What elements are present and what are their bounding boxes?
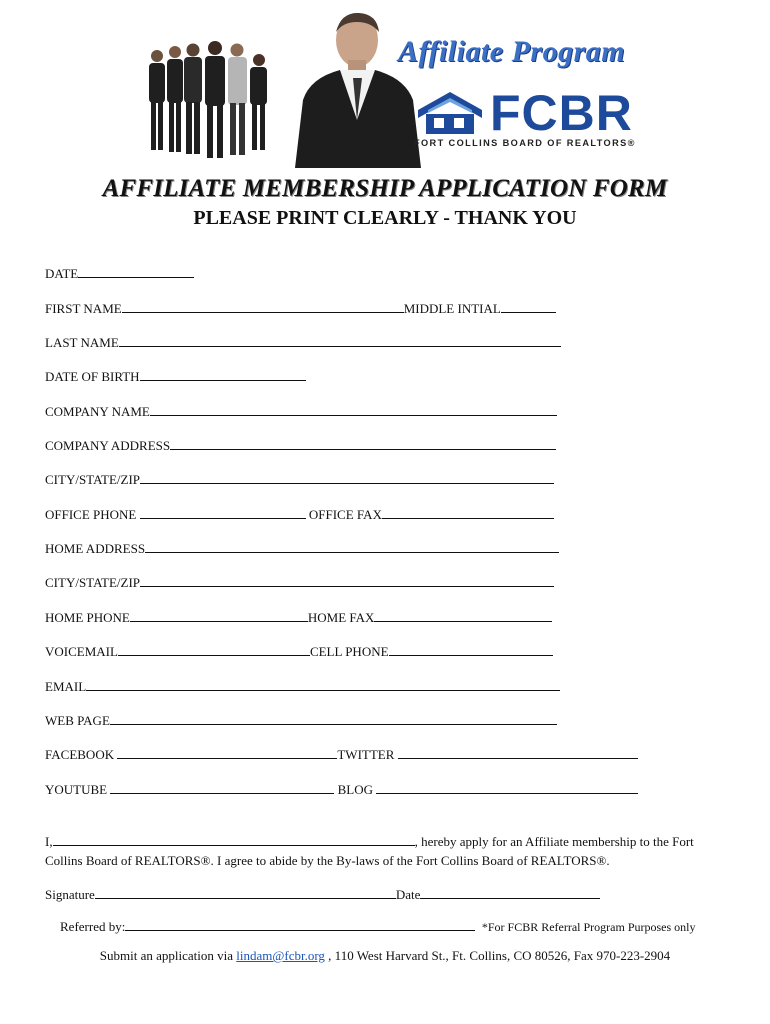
agreement-prefix: I, [45,834,53,849]
email-label: EMAIL [45,679,87,694]
blog-label: BLOG [337,782,373,797]
voicemail-row [45,643,553,660]
form-title: AFFILIATE MEMBERSHIP APPLICATION FORM [102,175,668,202]
signature-line[interactable] [95,886,396,899]
web-page-label: WEB PAGE [45,713,110,728]
company-address-label: COMPANY ADDRESS [45,438,171,453]
person-figure-4 [205,41,225,158]
submit-suffix: , 110 West Harvard St., Ft. Collins, CO 80526, Fax 970-223-2904 [324,948,671,963]
first-name-line[interactable] [122,300,404,313]
city-state-zip-row-2 [45,574,554,591]
date-line[interactable] [78,265,194,278]
blog-line[interactable] [376,781,638,794]
cell-phone-line[interactable] [389,643,553,656]
fcbr-logo-text: FCBR [490,85,633,141]
city-state-zip-label-2: CITY/STATE/ZIP [45,575,141,590]
fcbr-house-logo-icon [414,88,486,136]
referral-note: *For FCBR Referral Program Purposes only [481,920,696,934]
agreement-text-2: Collins Board of REALTORS®. I agree to abide by the By-laws of the Fort Collins Board of REALTORS®. [45,853,610,868]
person-figure-6 [250,54,267,150]
company-address-row [45,437,556,454]
first-name-row [45,300,556,317]
city-state-zip-line-1[interactable] [140,471,554,484]
email-line[interactable] [86,678,560,691]
facebook-line[interactable] [117,746,337,759]
email-row [45,678,560,695]
last-name-row [45,334,561,351]
home-phone-row [45,609,552,626]
applicant-name-line[interactable] [53,833,415,846]
affiliate-program-heading: Affiliate Program [398,35,626,68]
web-page-line[interactable] [110,712,557,725]
agreement-paragraph [45,832,735,870]
referred-by-label: Referred by: [60,919,126,934]
person-figure-5 [228,44,247,156]
city-state-zip-line-2[interactable] [140,574,554,587]
signature-row [45,886,600,903]
home-phone-line[interactable] [130,609,308,622]
office-fax-line[interactable] [382,506,554,519]
office-phone-row [45,506,554,523]
signature-label: Signature [45,887,95,902]
city-state-zip-row-1 [45,471,554,488]
submit-email-link[interactable]: lindam@fcbr.org [236,948,325,963]
last-name-line[interactable] [119,334,561,347]
middle-initial-line[interactable] [501,300,556,313]
agreement-text-1: , hereby apply for an Affiliate membership to the Fort [414,834,694,849]
web-page-row [45,712,557,729]
fcbr-logo-subtitle: FORT COLLINS BOARD OF REALTORS® [414,138,636,148]
office-fax-label: OFFICE FAX [308,507,382,522]
home-address-line[interactable] [145,540,559,553]
signature-date-line[interactable] [420,886,600,899]
home-address-label: HOME ADDRESS [45,541,146,556]
company-name-line[interactable] [150,403,557,416]
date-of-birth-line[interactable] [140,368,306,381]
city-state-zip-label-1: CITY/STATE/ZIP [45,472,141,487]
last-name-label: LAST NAME [45,335,119,350]
voicemail-label: VOICEMAIL [45,644,118,659]
home-fax-label: HOME FAX [307,610,375,625]
submit-instructions [0,948,770,964]
person-figure-3 [184,44,202,155]
person-figure-1 [149,50,165,150]
office-phone-label: OFFICE PHONE [45,507,137,522]
company-name-label: COMPANY NAME [45,404,150,419]
youtube-line[interactable] [110,781,334,794]
home-address-row [45,540,559,557]
cell-phone-label: CELL PHONE [309,644,389,659]
company-address-line[interactable] [170,437,556,450]
form-subtitle: PLEASE PRINT CLEARLY - THANK YOU [193,207,577,229]
office-phone-line[interactable] [140,506,306,519]
youtube-label: YOUTUBE [45,782,108,797]
voicemail-line[interactable] [118,643,310,656]
middle-initial-label: MIDDLE INTIAL [403,301,501,316]
date-of-birth-row [45,368,306,385]
date-label: DATE [45,266,79,281]
date-of-birth-label: DATE OF BIRTH [45,369,140,384]
company-name-row [45,403,557,420]
facebook-label: FACEBOOK [45,747,115,762]
facebook-row [45,746,638,763]
home-fax-line[interactable] [374,609,552,622]
submit-prefix: Submit an application via [99,948,237,963]
twitter-line[interactable] [398,746,638,759]
signature-date-label: Date [395,887,421,902]
home-phone-label: HOME PHONE [45,610,130,625]
youtube-row [45,781,638,798]
referred-by-line[interactable] [125,918,475,931]
referred-by-row [60,918,696,935]
date-field[interactable] [45,265,194,282]
twitter-label: TWITTER [337,747,395,762]
person-figure-2 [167,46,183,152]
first-name-label: FIRST NAME [45,301,122,316]
